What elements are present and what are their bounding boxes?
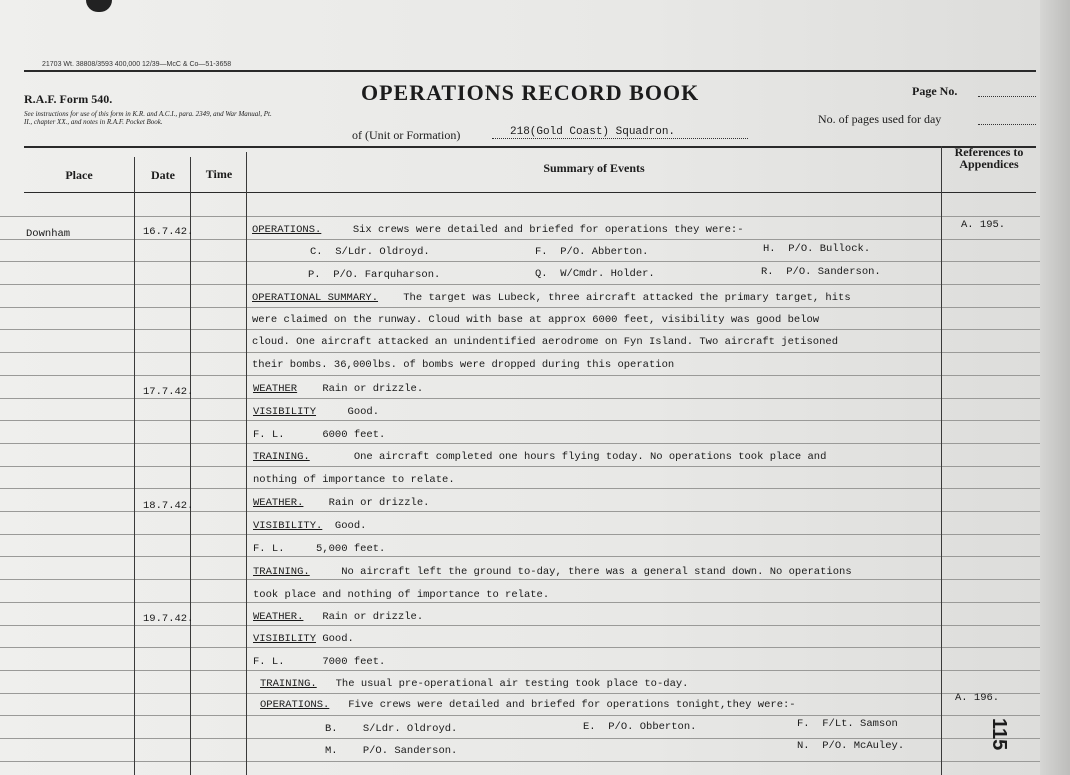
form-instructions: See instructions for use of this form in K.R. and A.C.I., para. 2349, and War Manual, Pt. II., chapter XX., and notes in R.A.F. Pocket Book. (24, 110, 272, 126)
summary-line: nothing of importance to relate. (253, 474, 455, 486)
col-header-time: Time (205, 167, 233, 181)
ruled-line (0, 602, 1040, 603)
table-top-rule (24, 146, 1036, 148)
date-cell: 18.7.42. (143, 500, 194, 512)
col-divider-place (134, 157, 135, 775)
summary-line: TRAINING. One aircraft completed one hours flying today. No operations took place and (253, 451, 827, 463)
ruled-line (0, 420, 1040, 421)
ruled-line (0, 625, 1040, 626)
col-header-date: Date (151, 168, 175, 182)
pages-used-label: No. of pages used for day (818, 112, 942, 126)
crew-item: F. F/Lt. Samson (797, 718, 898, 730)
ruled-line (0, 715, 1040, 716)
date-cell: 19.7.42. (143, 613, 194, 625)
ruled-line (0, 352, 1040, 353)
crew-item: E. P/O. Obberton. (583, 721, 697, 733)
ruled-line (0, 239, 1040, 240)
summary-line: VISIBILITY Good. (253, 406, 380, 418)
date-cell: 17.7.42. (143, 386, 194, 398)
summary-line: TRAINING. The usual pre-operational air testing took place to-day. (260, 678, 689, 690)
ruled-line (0, 284, 1040, 285)
summary-line: TRAINING. No aircraft left the ground to-day, there was a general stand down. No operations (253, 566, 852, 578)
page-number-field (978, 96, 1036, 97)
col-divider-date (190, 157, 191, 775)
col-header-place: Place (65, 168, 93, 182)
summary-line: F. L. 7000 feet. (253, 656, 386, 668)
summary-line: OPERATIONAL SUMMARY. The target was Lubeck, three aircraft attacked the primary target, hits (252, 292, 851, 304)
top-rule (24, 70, 1036, 72)
place-cell: Downham (26, 228, 71, 240)
page-title: OPERATIONS RECORD BOOK (361, 80, 700, 105)
ruled-line (0, 579, 1040, 580)
summary-line: took place and nothing of importance to relate. (253, 589, 550, 601)
summary-line: WEATHER. Rain or drizzle. (253, 611, 424, 623)
crew-item: F. P/O. Abberton. (535, 246, 649, 258)
summary-line: VISIBILITY. Good. (253, 520, 367, 532)
summary-line: their bombs. 36,000lbs. of bombs were dropped during this operation (252, 359, 675, 371)
ruled-line (0, 647, 1040, 648)
summary-line: WEATHER Rain or drizzle. (253, 383, 424, 395)
unit-label: of (Unit or Formation) (352, 128, 461, 142)
page-edge (1040, 0, 1070, 775)
ruled-line (0, 488, 1040, 489)
crew-item: N. P/O. McAuley. (797, 740, 905, 752)
date-cell: 16.7.42. (143, 226, 194, 238)
summary-line: F. L. 5,000 feet. (253, 543, 386, 555)
crew-item: H. P/O. Bullock. (763, 243, 871, 255)
col-header-summary: Summary of Events (543, 161, 645, 175)
ruled-line (0, 534, 1040, 535)
crew-item: P. P/O. Farquharson. (308, 269, 441, 281)
print-code: 21703 Wt. 38808/3593 400,000 12/39—McC & Co—51-3658 (42, 61, 232, 68)
ruled-line (0, 761, 1040, 762)
col-divider-time (246, 152, 247, 775)
ruled-line (0, 693, 1040, 694)
ruled-line (0, 556, 1040, 557)
col-header-references: References to Appendices (954, 145, 1024, 171)
col-divider-summary (941, 146, 942, 775)
ruled-line (0, 466, 1040, 467)
summary-line: F. L. 6000 feet. (253, 429, 386, 441)
crew-item: B. S/Ldr. Oldroyd. (325, 723, 458, 735)
pages-used-field (978, 124, 1036, 125)
form-number: R.A.F. Form 540. (24, 92, 113, 106)
crew-item: R. P/O. Sanderson. (761, 266, 881, 278)
ruled-line (0, 216, 1040, 217)
ruled-line (0, 443, 1040, 444)
page-number-label: Page No. (912, 84, 958, 98)
ruled-line (0, 329, 1040, 330)
summary-line: OPERATIONS. Six crews were detailed and briefed for operations they were:- (252, 224, 744, 236)
reference-cell: A. 196. (955, 692, 1000, 704)
summary-line: were claimed on the runway. Cloud with base at approx 6000 feet, visibility was good below (252, 314, 820, 326)
summary-line: OPERATIONS. Five crews were detailed and briefed for operations tonight,they were:- (260, 699, 796, 711)
crew-item: C. S/Ldr. Oldroyd. (310, 246, 430, 258)
unit-value: 218(Gold Coast) Squadron. (492, 126, 748, 139)
folio-stamp: 115 (988, 718, 1010, 751)
ruled-line (0, 398, 1040, 399)
ruled-line (0, 261, 1040, 262)
ruled-line (0, 738, 1040, 739)
summary-line: VISIBILITY Good. (253, 633, 354, 645)
summary-line: WEATHER. Rain or drizzle. (253, 497, 430, 509)
crew-item: Q. W/Cmdr. Holder. (535, 268, 655, 280)
reference-cell: A. 195. (961, 219, 1006, 231)
header-bottom-rule (24, 192, 1036, 193)
ruled-line (0, 670, 1040, 671)
crew-item: M. P/O. Sanderson. (325, 745, 458, 757)
summary-line: cloud. One aircraft attacked an unindentified aerodrome on Fyn Island. Two aircraft jetisoned (252, 336, 838, 348)
ruled-line (0, 307, 1040, 308)
ruled-line (0, 375, 1040, 376)
